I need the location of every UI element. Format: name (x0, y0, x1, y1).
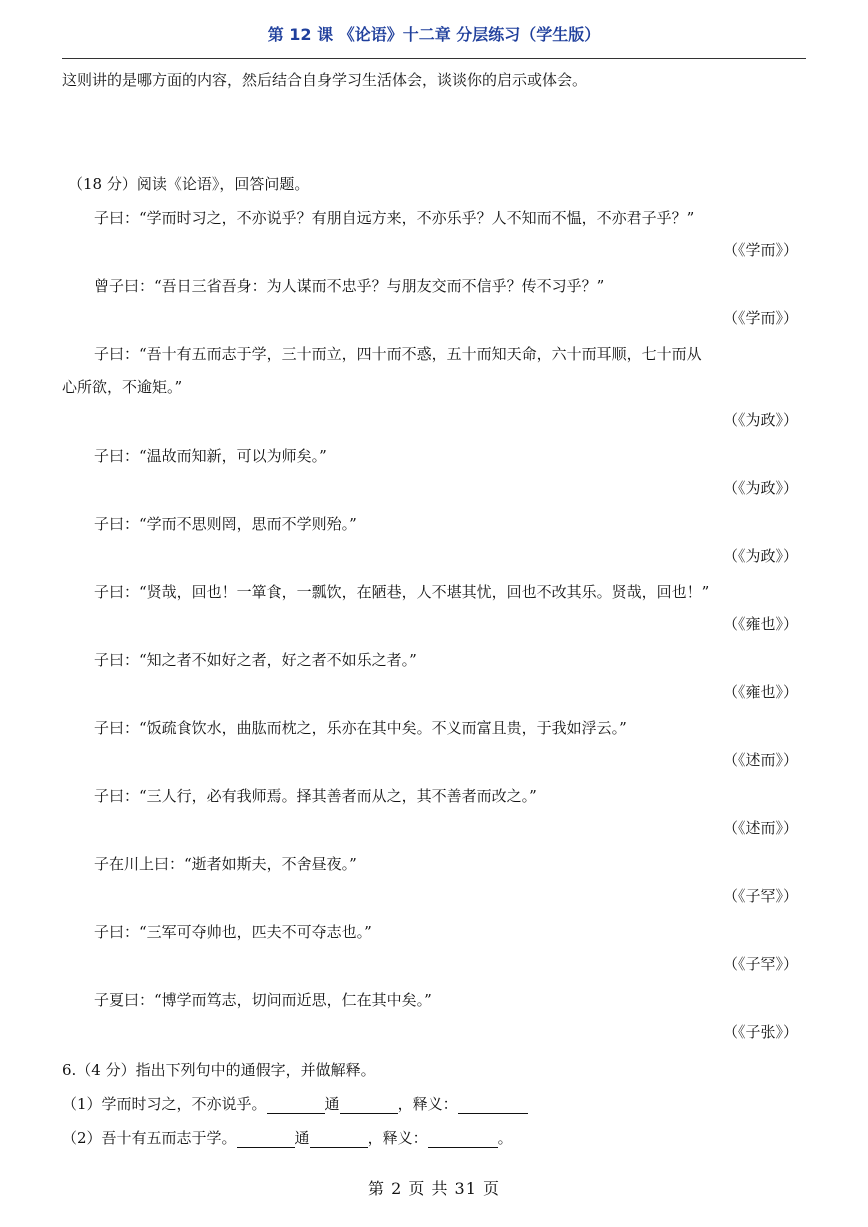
item-after: ，释义： (397, 1095, 458, 1113)
item-prefix: （1）学而时习之，不亦说乎。 (62, 1095, 267, 1113)
passage-line: 子在川上曰：“逝者如斯夫，不舍昼夜。” (94, 855, 357, 873)
page-number-footer: 第 2 页 共 31 页 (368, 1179, 500, 1198)
item-prefix: （2）吾十有五而志于学。 (62, 1129, 237, 1147)
section-heading: （18 分）阅读《论语》，回答问题。 (68, 175, 310, 193)
item-mid: 通 (294, 1129, 310, 1147)
passage-line: 子曰：“三军可夺帅也，匹夫不可夺志也。” (94, 923, 372, 941)
passage-source: （《子罕》） (722, 887, 798, 905)
passage-line: 心所欲，不逾矩。” (62, 378, 183, 396)
passage-line: 子曰：“学而时习之，不亦说乎？有朋自远方来，不亦乐乎？人不知而不愠，不亦君子乎？” (94, 209, 695, 227)
passage-line: 子曰：“贤哉，回也！一箪食，一瓢饮，在陋巷，人不堪其忧，回也不改其乐。贤哉，回也！” (94, 583, 710, 601)
passage-source: （《为政》） (722, 547, 798, 565)
passage-line: 子曰：“三人行，必有我师焉。择其善者而从之，其不善者而改之。” (94, 787, 537, 805)
passage-line: 子曰：“温故而知新，可以为师矣。” (94, 447, 327, 465)
passage-line: 子曰：“饭疏食饮水，曲肱而枕之，乐亦在其中矣。不义而富且贵，于我如浮云。” (94, 719, 627, 737)
passage-source: （《子张》） (722, 1023, 798, 1041)
passage-source: （《述而》） (722, 819, 798, 837)
passage-source: （《为政》） (722, 479, 798, 497)
passage-source: （《学而》） (722, 241, 798, 259)
passage-source: （《述而》） (722, 751, 798, 769)
answer-blank-char[interactable] (237, 1131, 295, 1148)
header-divider (62, 58, 806, 59)
passage-line: 子夏曰：“博学而笃志，切问而近思，仁在其中矣。” (94, 991, 432, 1009)
passage-source: （《为政》） (722, 411, 798, 429)
item-after: ，释义： (367, 1129, 428, 1147)
item-mid: 通 (324, 1095, 340, 1113)
answer-blank-meaning[interactable] (458, 1097, 528, 1114)
item-end: 。 (497, 1129, 513, 1147)
answer-blank-tongjia[interactable] (310, 1131, 368, 1148)
intro-text: 这则讲的是哪方面的内容，然后结合自身学习生活体会，谈谈你的启示或体会。 (62, 71, 588, 89)
answer-blank-tongjia[interactable] (340, 1097, 398, 1114)
passage-source: （《雍也》） (722, 683, 798, 701)
passage-source: （《子罕》） (722, 955, 798, 973)
passage-source: （《雍也》） (722, 615, 798, 633)
passage-line: 子曰：“吾十有五而志于学，三十而立，四十而不惑，五十而知天命，六十而耳顺，七十而从 (94, 345, 702, 363)
page-header-title: 第 12 课 《论语》十二章 分层练习（学生版） (267, 25, 601, 44)
passage-line: 子曰：“学而不思则罔，思而不学则殆。” (94, 515, 357, 533)
question-6-item-2 (62, 1128, 513, 1148)
passage-line: 子曰：“知之者不如好之者，好之者不如乐之者。” (94, 651, 417, 669)
question-6-item-1 (62, 1094, 528, 1114)
answer-blank-meaning[interactable] (428, 1131, 498, 1148)
passage-line: 曾子曰：“吾日三省吾身：为人谋而不忠乎？与朋友交而不信乎？传不习乎？” (94, 277, 605, 295)
passage-source: （《学而》） (722, 309, 798, 327)
question-6-title: 6.（4 分）指出下列句中的通假字，并做解释。 (62, 1061, 376, 1079)
answer-blank-char[interactable] (267, 1097, 325, 1114)
